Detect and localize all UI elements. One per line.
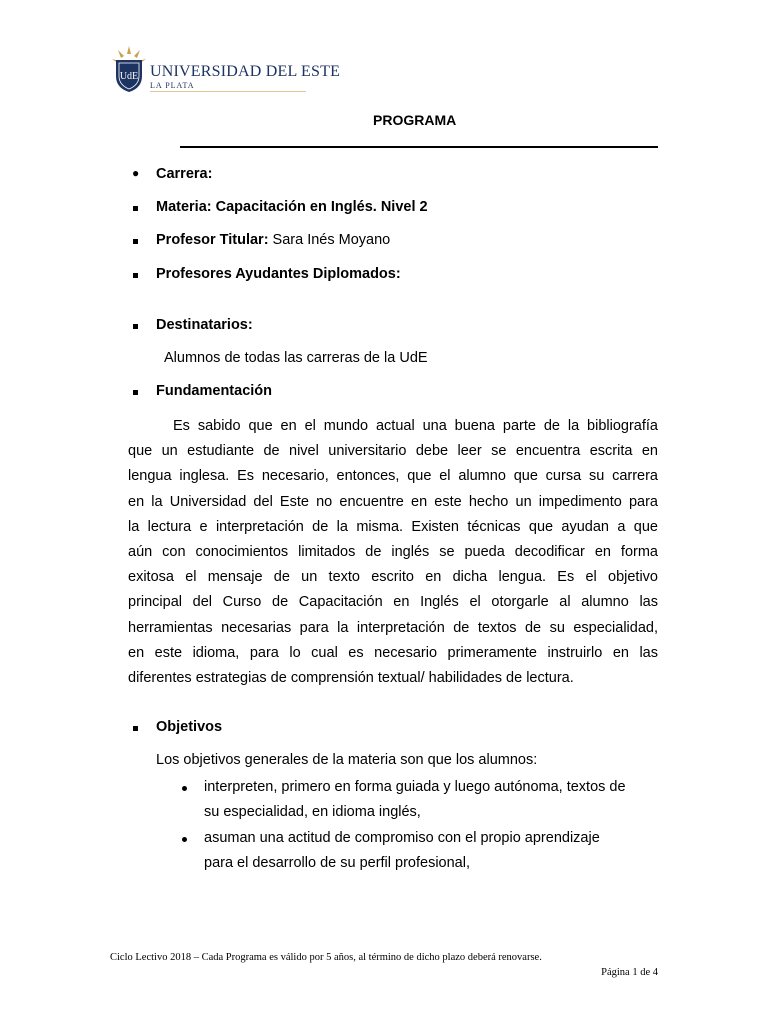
objetivo-item-2: asuman una actitud de compromiso con el propio aprendizaje — [204, 830, 600, 846]
paragraph-line: diferentes estrategias de comprensión textual/ habilidades de lectura. — [128, 669, 574, 686]
fundamentacion-paragraph — [128, 414, 658, 691]
university-name: UNIVERSIDAD DEL ESTE — [150, 63, 341, 80]
objetivos-heading: Objetivos — [156, 719, 223, 735]
objetivo-item-1-cont: su especialidad, en idioma inglés, — [204, 804, 421, 820]
round-bullet-icon — [182, 786, 187, 791]
title-divider — [180, 146, 658, 148]
ayudantes-label: Profesores Ayudantes Diplomados: — [156, 266, 401, 282]
square-bullet-icon — [133, 239, 138, 244]
objetivos-intro: Los objetivos generales de la materia son que los alumnos: — [156, 752, 538, 768]
paragraph-line: la lectura e interpretación de la misma. Existen técnicas que ayudan a que — [128, 518, 658, 535]
fundamentacion-heading: Fundamentación — [156, 383, 273, 399]
destinatarios-value: Alumnos de todas las carreras de la UdE — [164, 350, 428, 366]
profesor-value: Sara Inés Moyano — [268, 232, 391, 248]
paragraph-line: Es sabido que en el mundo actual una buena parte de la bibliografía — [173, 418, 658, 434]
square-bullet-icon — [133, 726, 138, 731]
paragraph-line: lengua inglesa. Es necesario, entonces, que el alumno que cursa su carrera — [128, 468, 658, 485]
round-bullet-icon — [182, 837, 187, 842]
paragraph-line: que un estudiante de nivel universitario debe leer se encuentra escrita en — [128, 443, 658, 460]
profesor-line — [156, 232, 390, 248]
carrera-label: Carrera: — [156, 166, 213, 182]
square-bullet-icon — [133, 273, 138, 278]
paragraph-line: herramientas necesarias para la interpretación de textos de su especialidad, — [128, 619, 658, 636]
page-title: PROGRAMA — [373, 112, 457, 128]
page-number: Página 1 de 4 — [601, 967, 658, 978]
square-bullet-icon — [133, 324, 138, 329]
round-bullet-icon: ● — [132, 166, 140, 180]
square-bullet-icon — [133, 206, 138, 211]
paragraph-line: en este idioma, para lo cual es necesario primeramente instruirlo en las — [128, 644, 658, 661]
footer-note: Ciclo Lectivo 2018 – Cada Programa es válido por 5 años, al término de dicho plazo deberá renovarse. — [110, 952, 542, 963]
paragraph-line: aún con conocimientos limitados de inglés se pueda decodificar en forma — [128, 543, 658, 560]
objetivo-item-1: interpreten, primero en forma guiada y luego autónoma, textos de — [204, 779, 626, 795]
logo-divider — [150, 91, 306, 92]
seal-text: UdE — [119, 71, 139, 82]
paragraph-line: exitosa el mensaje de un texto escrito en dicha lengua. Es el objetivo — [128, 569, 658, 586]
materia-label: Materia: Capacitación en Inglés. Nivel 2 — [156, 199, 428, 215]
university-logo — [110, 44, 341, 98]
square-bullet-icon — [133, 390, 138, 395]
profesor-label: Profesor Titular: — [156, 232, 269, 248]
paragraph-line: en la Universidad del Este no encuentre en este hecho un impedimento para — [128, 493, 658, 510]
university-seal-icon — [110, 44, 148, 94]
paragraph-line: principal del Curso de Capacitación en Inglés el otorgarle al alumno las — [128, 594, 658, 611]
destinatarios-label: Destinatarios: — [156, 317, 253, 333]
university-location: LA PLATA — [150, 81, 195, 90]
objetivo-item-2-cont: para el desarrollo de su perfil profesional, — [204, 855, 470, 871]
